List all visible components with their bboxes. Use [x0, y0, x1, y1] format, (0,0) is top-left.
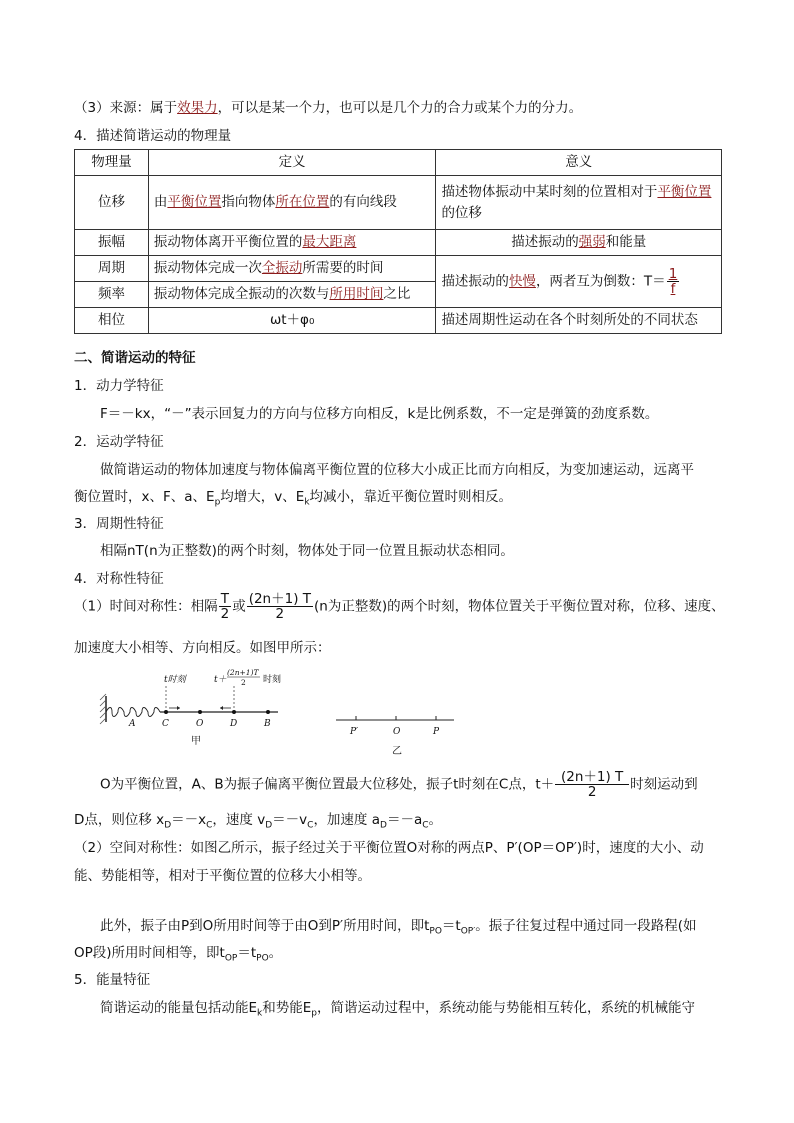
cell-meaning: 描述周期性运动在各个时刻所处的不同状态 — [436, 308, 722, 334]
header-definition: 定义 — [148, 150, 436, 176]
header-quantity: 物理量 — [75, 150, 149, 176]
label-O2: O — [393, 727, 401, 737]
section-2-heading: 二、简谐运动的特征 — [74, 350, 196, 366]
label-t-time: t时刻 — [164, 675, 186, 685]
figure-yi — [336, 716, 454, 757]
s4-title: 4．对称性特征 — [74, 571, 164, 587]
s4-time-symmetry-line1: （1）时间对称性：相隔 $\frac{T}{2}$ 或 $\frac{(2n+1) T}{2}$ (n为正整数)的两个时刻，物体位置关于平衡位置对称，位移、速度、 — [74, 591, 725, 622]
cell-name: 频率 — [75, 282, 149, 308]
cell-name: 位移 — [75, 176, 149, 230]
table-row-displacement — [75, 176, 722, 230]
label-t2-post: 时刻 — [263, 675, 282, 685]
table-row-amplitude — [75, 230, 722, 256]
s4-extra-line2: OP段)所用时间相等，即$t_{OP}=t_{PO}$。 — [74, 945, 283, 964]
cell-meaning: 描述物体振动中某时刻的位置相对于平衡位置的位移 — [436, 176, 722, 230]
cell-name: 周期 — [75, 256, 149, 282]
s2-body-line2: 衡位置时，x、F、a、$E_p$均增大，v、$E_k$均减小，靠近平衡位置时则相反。 — [74, 489, 513, 508]
figure-jia — [100, 668, 281, 747]
fraction-T-over-2: $\frac{T}{2}$ — [220, 591, 230, 622]
cell-meaning: 描述振动的强弱和能量 — [436, 230, 722, 256]
s5-body: 简谐运动的能量包括动能$E_k$和势能$E_p$，简谐运动过程中，系统动能与势能相互转化，系统的机械能守 — [100, 1000, 695, 1019]
heading-4-quantities: 4．描述简谐运动的物理量 — [74, 128, 232, 144]
label-D: D — [230, 719, 238, 729]
point-D — [232, 710, 236, 714]
s3-title: 3．周期性特征 — [74, 516, 164, 532]
cell-name: 相位 — [75, 308, 149, 334]
s4-para3-line2: D点，则位移 $x_D=-x_C$，速度 $v_D=-v_C$，加速度 $a_D=-a_C$。 — [74, 812, 443, 831]
cell-meaning-shared: 描述振动的快慢，两者互为倒数：T＝ $\frac{1}{f}$ — [436, 256, 722, 308]
label-O: O — [196, 719, 204, 729]
label-t2-den: 2 — [241, 678, 246, 687]
point-C — [164, 710, 168, 714]
cell-definition: 振动物体离开平衡位置的最大距离 — [148, 230, 436, 256]
label-C: C — [162, 719, 169, 729]
label-t2-num: (2n+1)T — [227, 668, 259, 677]
s4-space-symmetry-line2: 能、势能相等，相对于平衡位置的位移大小相等。 — [74, 868, 371, 884]
s4-space-symmetry-line1: （2）空间对称性：如图乙所示，振子经过关于平衡位置O对称的两点P、P′(OP＝OP′)时，速度的大小、动 — [74, 840, 704, 856]
wall-hatching — [100, 694, 106, 724]
keyword-effect-force: 效果力 — [177, 100, 218, 116]
s4-para3-line1: O为平衡位置，A、B为振子偏离平衡位置最大位移处，振子t时刻在C点，t＋ $\frac{(2n+1) T}{2}$ 时刻运动到 — [100, 769, 698, 800]
arrow-right-head — [177, 706, 180, 710]
fraction-1-over-f: $\frac{1}{f}$ — [668, 266, 678, 297]
label-P: P — [433, 727, 440, 737]
cell-definition: ωt＋φ₀ — [148, 308, 436, 334]
caption-jia: 甲 — [191, 736, 201, 747]
s4-extra-line1: 此外，振子由P到O所用时间等于由O到P′所用时间，即$t_{PO}=t_{OP'}$。振子往复过程中通过同一段路程(如 — [100, 918, 697, 937]
s4-time-symmetry-line2: 加速度大小相等、方向相反。如图甲所示： — [74, 640, 331, 656]
s2-body-line1: 做简谐运动的物体加速度与物体偏离平衡位置的位移大小成正比而方向相反，为变加速运动，远离平 — [100, 462, 694, 478]
label-t2-pre: t＋ — [214, 675, 227, 685]
s5-title: 5．能量特征 — [74, 972, 151, 988]
quantities-table — [74, 149, 722, 334]
label-B: B — [264, 719, 271, 729]
s3-body: 相隔nT(n为正整数)的两个时刻，物体处于同一位置且振动状态相同。 — [100, 543, 514, 559]
fraction-2n1T-over-2: $\frac{(2n+1) T}{2}$ — [248, 591, 311, 622]
spring — [106, 708, 160, 717]
fraction-2n1T-over-2-b: $\frac{(2n+1) T}{2}$ — [555, 770, 629, 799]
cell-definition: 振动物体完成全振动的次数与所用时间之比 — [148, 282, 436, 308]
arrow-left-head — [220, 706, 223, 710]
cell-definition: 振动物体完成一次全振动所需要的时间 — [148, 256, 436, 282]
s1-body: F＝－kx，“－”表示回复力的方向与位移方向相反，k是比例系数，不一定是弹簧的劲度系数。 — [100, 406, 659, 422]
table-row-period — [75, 256, 722, 282]
table-header-row — [75, 150, 722, 176]
point-B — [266, 710, 270, 714]
caption-yi: 乙 — [392, 746, 402, 757]
label-P-prime: P′ — [350, 727, 359, 737]
source-line: （3）来源：属于效果力，可以是某一个力，也可以是几个力的合力或某个力的分力。 — [74, 100, 583, 116]
cell-definition: 由平衡位置指向物体所在位置的有向线段 — [148, 176, 436, 230]
table-row-phase — [75, 308, 722, 334]
label-A: A — [129, 719, 136, 729]
header-meaning: 意义 — [436, 150, 722, 176]
s2-title: 2．运动学特征 — [74, 434, 164, 450]
oscillator-diagram — [96, 664, 476, 774]
s1-title: 1．动力学特征 — [74, 378, 164, 394]
point-O — [198, 710, 202, 714]
cell-name: 振幅 — [75, 230, 149, 256]
